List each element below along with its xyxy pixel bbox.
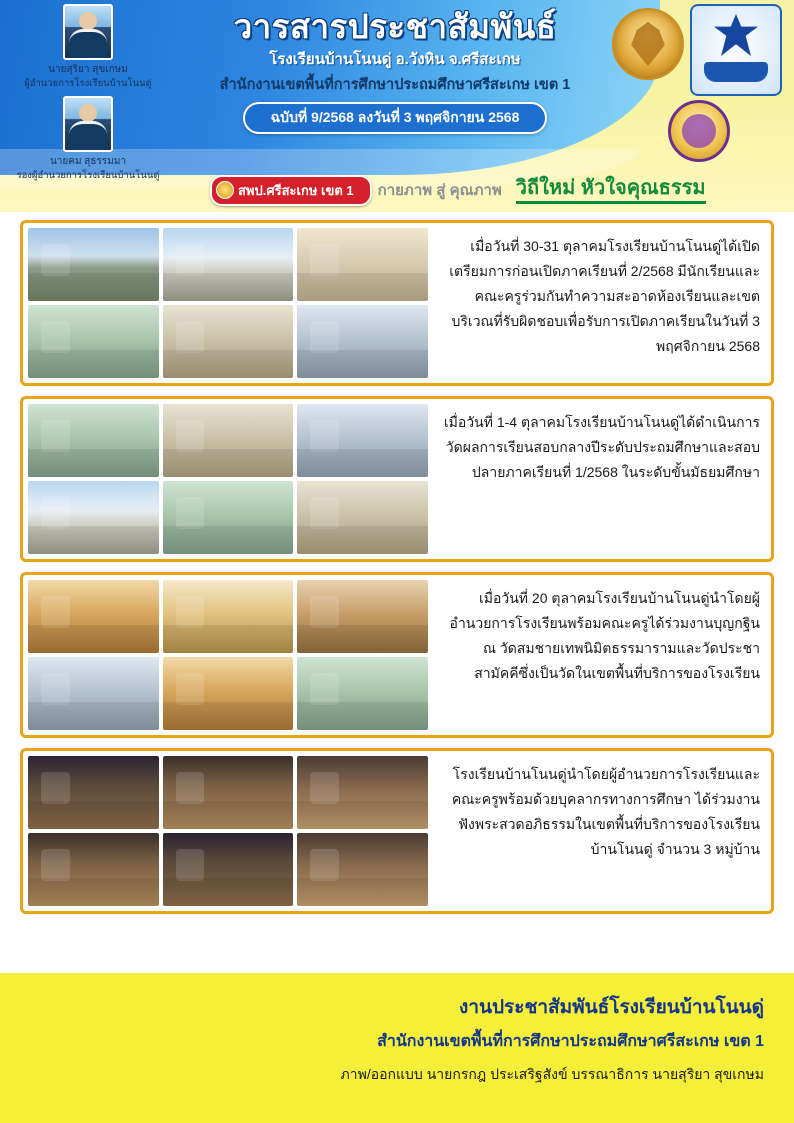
page-title: วารสารประชาสัมพันธ์ <box>233 8 557 45</box>
news-photo <box>297 228 428 301</box>
news-photo <box>297 580 428 653</box>
school-subtitle: โรงเรียนบ้านโนนดู่ อ.วังหิน จ.ศรีสะเกษ <box>269 51 521 68</box>
news-photo <box>28 756 159 829</box>
header-staff-list <box>8 4 168 188</box>
news-photo <box>297 756 428 829</box>
news-photo <box>163 228 294 301</box>
photo-grid <box>28 228 428 378</box>
news-body: เมื่อวันที่ 30-31 ตุลาคมโรงเรียนบ้านโนนดู่ได้เปิดเตรียมการก่อนเปิดภาคเรียนที่ 2/2568 มีนักเรียนและคณะครูร่วมกันทำความสะอาดห้องเรียนและเขตบริเวณที่รับผิดชอบเพื่อรับการเปิดภาคเรียนในวันที่ 3 พฤศจิกายน 2568 <box>449 238 760 354</box>
news-photo <box>163 481 294 554</box>
news-photo <box>28 305 159 378</box>
news-photo <box>28 404 159 477</box>
photo-grid <box>28 404 428 554</box>
garuda-seal-icon <box>612 8 684 80</box>
news-photo <box>163 404 294 477</box>
motto-secondary: กายภาพ สู่ คุณภาพ <box>377 182 502 199</box>
staff-role: รองผู้อำนวยการโรงเรียนบ้านโนนดู่ <box>16 170 160 181</box>
news-photo <box>163 833 294 906</box>
news-body: โรงเรียนบ้านโนนดู่นำโดยผู้อำนวยการโรงเรียนและคณะครูพร้อมด้วยบุคลากรทางการศึกษา ได้ร่วมงานฟังพระสวดอภิธรรมในเขตพื้นที่บริการของโรงเรียนบ้านโนนดู่ จำนวน 3 หมู่บ้าน <box>451 766 760 857</box>
news-photo <box>163 756 294 829</box>
newsletter-footer <box>0 973 794 1123</box>
news-card <box>20 748 774 914</box>
staff-name: นายสุริยา สุขเกษม <box>48 64 128 75</box>
footer-organization: งานประชาสัมพันธ์โรงเรียนบ้านโนนดู่ <box>459 997 764 1018</box>
office-subtitle: สำนักงานเขตพื้นที่การศึกษาประถมศึกษาศรีสะเกษ เขต 1 <box>219 77 571 93</box>
area-office-seal-icon <box>668 100 730 162</box>
photo-grid <box>28 756 428 906</box>
news-photo <box>297 833 428 906</box>
avatar <box>63 96 113 152</box>
news-card <box>20 572 774 738</box>
news-photo <box>28 833 159 906</box>
news-photo <box>28 657 159 730</box>
news-body: เมื่อวันที่ 1-4 ตุลาคมโรงเรียนบ้านโนนดู่ได้ดำเนินการวัดผลการเรียนสอบกลางปีระดับประถมศึกษาและสอบปลายภาคเรียนที่ 1/2568 ในระดับขั้นมัธยมศึกษา <box>443 414 760 480</box>
news-photo <box>297 657 428 730</box>
staff-name: นายคม สุธรรมมา <box>49 156 127 167</box>
news-photo <box>28 580 159 653</box>
news-photo <box>163 580 294 653</box>
photo-grid <box>28 580 428 730</box>
footer-office: สำนักงานเขตพื้นที่การศึกษาประถมศึกษาศรีสะเกษ เขต 1 <box>377 1033 764 1050</box>
news-body: เมื่อวันที่ 20 ตุลาคมโรงเรียนบ้านโนนดู่นำโดยผู้อำนวยการโรงเรียนพร้อมคณะครูได้ร่วมงานบุญกฐิน ณ วัดสมชายเทพนิมิตธรรมารามและวัดประชาสามัคคีซึ่งเป็นวัดในเขตพื้นที่บริการของโรงเรียน <box>449 590 760 681</box>
avatar <box>63 4 113 60</box>
issue-badge: ฉบับที่ 9/2568 ลงวันที่ 3 พฤศจิกายน 2568 <box>243 102 548 134</box>
newsletter-header <box>0 0 794 212</box>
news-photo <box>163 305 294 378</box>
news-photo <box>297 481 428 554</box>
news-photo <box>297 404 428 477</box>
staff-director <box>8 4 168 90</box>
news-photo <box>28 228 159 301</box>
staff-role: ผู้อำนวยการโรงเรียนบ้านโนนดู่ <box>24 78 152 89</box>
school-emblem-icon <box>690 4 782 96</box>
status-badge: สพป.ศรีสะเกษ เขต 1 <box>210 175 372 206</box>
news-list <box>0 212 794 914</box>
news-photo <box>28 481 159 554</box>
news-photo <box>297 305 428 378</box>
news-photo <box>163 657 294 730</box>
news-card <box>20 220 774 386</box>
staff-deputy <box>8 96 168 182</box>
header-titles <box>170 6 620 134</box>
news-card <box>20 396 774 562</box>
motto-primary: วิถีใหม่ หัวใจคุณธรรม <box>516 176 706 204</box>
footer-credits: ภาพ/ออกแบบ นายกรกฎ ประเสริฐสังข์ บรรณาธิการ นายสุริยา สุขเกษม <box>340 1066 764 1082</box>
